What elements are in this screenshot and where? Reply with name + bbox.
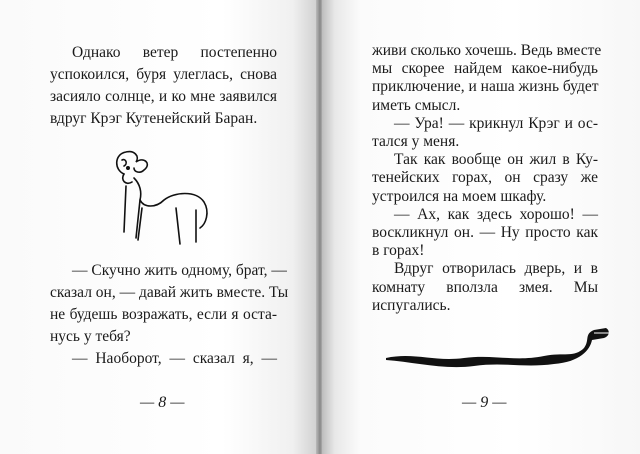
- text-line: не будешь возражать, если я оста-: [50, 306, 277, 323]
- text-line: устроился на моем шкафу.: [372, 188, 547, 205]
- page-number: — 8 —: [140, 394, 185, 411]
- snake-illustration: [384, 322, 614, 372]
- page-number: — 9 —: [462, 394, 507, 411]
- text-line: тался у меня.: [372, 133, 460, 150]
- text-line: комнату вползла змея. Мы: [372, 279, 598, 296]
- text-line: сказал он, — давай жить вместе. Ты: [50, 284, 289, 301]
- text-line: Однако ветер постепенно: [72, 44, 277, 61]
- ram-illustration: [100, 148, 220, 248]
- text-line: нусь у тебя?: [50, 328, 131, 345]
- text-line: иметь смысл.: [372, 97, 461, 114]
- text-line: Вдруг отворилась дверь, и в: [394, 260, 598, 277]
- text-line: — Ах, как здесь хорошо! —: [394, 206, 598, 223]
- text-line: засияло солнце, и ко мне заявился: [50, 88, 277, 105]
- left-page: [0, 0, 318, 454]
- text-line: — Ура! — крикнул Крэг и ос-: [394, 115, 598, 132]
- text-line: в горах!: [372, 242, 425, 259]
- text-line: испугались.: [372, 297, 451, 314]
- text-line: Так как вообще он жил в Ку-: [394, 151, 598, 168]
- text-line: — Скучно жить одному, брат, —: [72, 262, 287, 279]
- text-line: успокоился, буря улеглась, снова: [50, 66, 277, 83]
- text-line: вдруг Крэг Кутенейский Баран.: [50, 110, 258, 127]
- right-page: [322, 0, 640, 454]
- text-line: тенейских горах, он сразу же: [372, 169, 598, 186]
- text-line: — Наоборот, — сказал я, —: [72, 350, 277, 367]
- text-line: приключение, и наша жизнь будет: [372, 78, 599, 95]
- text-line: живи сколько хочешь. Ведь вместе: [372, 42, 602, 59]
- text-line: воскликнул он. — Ну просто как: [372, 224, 598, 241]
- text-line: мы скорее найдем какое-нибудь: [372, 60, 598, 77]
